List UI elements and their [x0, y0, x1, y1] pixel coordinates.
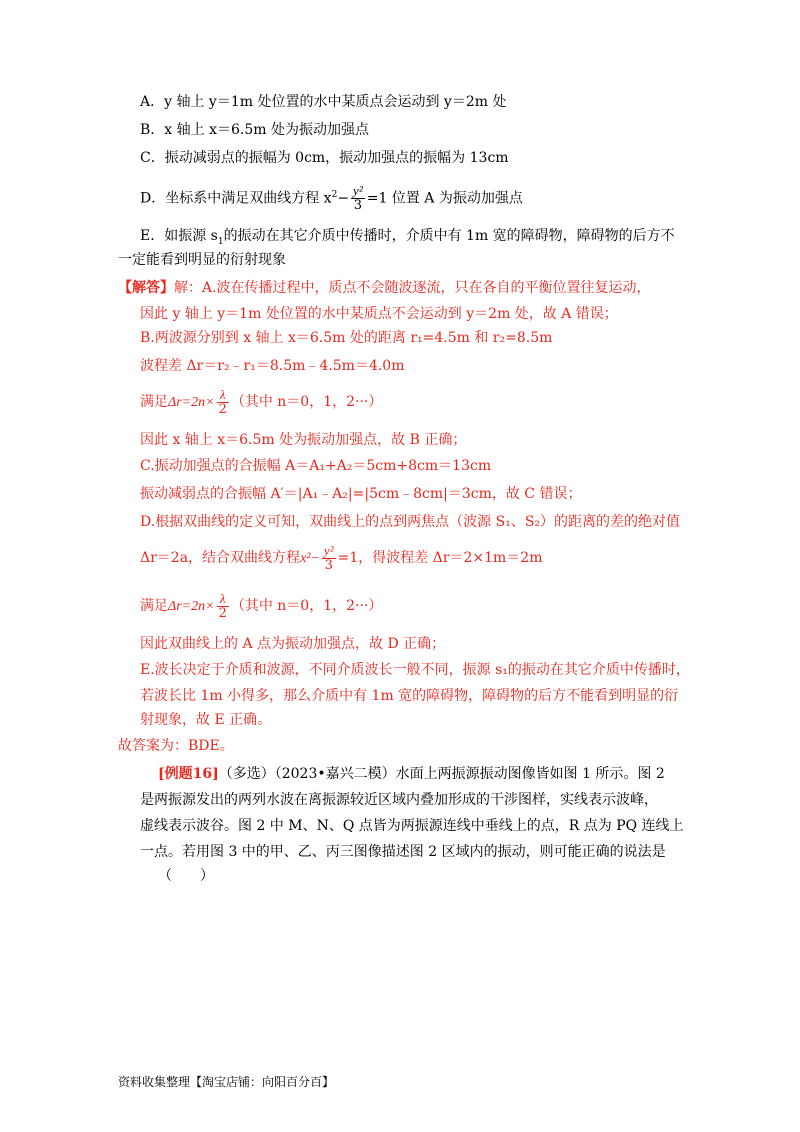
option-d-fraction — [351, 184, 365, 213]
answer-line-1-text: 解：A.波在传播过程中，质点不会随波逐流，只在各自的平衡位置往复运动， — [174, 280, 651, 296]
answer-line-12: 因此双曲线上的 A 点为振动加强点，故 D 正确； — [140, 636, 446, 652]
option-d-suffix: =1 位置 A 为振动加强点 — [366, 190, 523, 207]
answer-line-6: 因此 x 轴上 x＝6.5m 处为振动加强点，故 B 正确； — [140, 432, 467, 448]
answer-line-7: C.振动加强点的合振幅 A＝A₁+A₂＝5cm+8cm＝13cm — [140, 458, 492, 474]
answer-tag: 【解答】 — [118, 280, 174, 296]
option-d-prefix: D．坐标系中满足双曲线方程 x — [140, 190, 332, 207]
answer-line-1 — [118, 278, 651, 298]
answer-line-10-frac-den: 3 — [324, 557, 333, 573]
answer-line-10-fraction — [322, 544, 336, 573]
answer-line-10-math: x²− — [300, 551, 320, 566]
option-e-rest: 的振动在其它介质中传播时，介质中有 1m 宽的障碍物，障碍物的后方不 — [223, 228, 675, 244]
option-e-sub: 1 — [217, 236, 224, 247]
example-line-4: 一点。若用图 3 中的甲、乙、丙三图像描述图 2 区域内的振动，则可能正确的说法是 — [140, 844, 666, 860]
answer-line-10-pre: Δr＝2a，结合双曲线方程 — [140, 550, 301, 566]
example-line-3: 虚线表示波谷。图 2 中 M、N、Q 点皆为两振源连线中垂线上的点，R 点为 PQ 连线上 — [140, 818, 684, 834]
option-d-frac-den: 3 — [353, 198, 363, 214]
answer-line-5-pre: 满足 — [140, 394, 168, 410]
option-a: A．y 轴上 y＝1m 处位置的水中某质点会运动到 y＝2m 处 — [140, 94, 507, 110]
answer-line-10 — [140, 542, 543, 575]
answer-line-11-pre: 满足 — [140, 598, 168, 614]
option-e-line2: 一定能看到明显的衍射现象 — [118, 252, 286, 268]
answer-line-9: D.根据双曲线的定义可知，双曲线上的点到两焦点（波源 S₁、S₂）的距离的差的绝对值 — [140, 514, 681, 530]
example-line-1 — [158, 764, 665, 784]
answer-line-5-math: Δr=2n× — [168, 395, 215, 410]
answer-line-5-frac-den: 2 — [218, 401, 227, 417]
option-d-minus: − — [337, 190, 350, 207]
answer-line-11-fraction — [217, 592, 229, 621]
option-d — [140, 180, 523, 214]
answer-line-15: 射现象，故 E 正确。 — [140, 712, 272, 728]
answer-line-2: 因此 y 轴上 y＝1m 处位置的水中某质点不会运动到 y＝2m 处，故 A 错误； — [140, 306, 618, 322]
answer-line-11-post: （其中 n＝0，1，2···） — [230, 598, 383, 614]
answer-line-3: B.两波源分别到 x 轴上 x＝6.5m 处的距离 r₁=4.5m 和 r₂=8.5m — [140, 330, 553, 346]
example-tag: [例题16] — [158, 766, 219, 782]
answer-line-5-fraction — [217, 388, 229, 417]
answer-line-11-frac-num: λ — [217, 592, 229, 607]
answer-line-5-post: （其中 n＝0，1，2···） — [230, 394, 383, 410]
example-line-1-text: （多选）（2023•嘉兴二模）水面上两振源振动图像皆如图 1 所示。图 2 — [218, 766, 665, 782]
option-c: C．振动减弱点的振幅为 0cm，振动加强点的振幅为 13cm — [140, 150, 509, 166]
answer-line-13: E.波长决定于介质和波源，不同介质波长一般不同，振源 s₁的振动在其它介质中传播时， — [140, 662, 690, 678]
answer-line-10-post: =1，得波程差 Δr＝2×1m＝2m — [337, 550, 543, 566]
answer-line-11 — [140, 590, 382, 623]
answer-line-4: 波程差 Δr＝r₂﹣r₁＝8.5m﹣4.5m＝4.0m — [140, 358, 405, 374]
page-footer: 资料收集整理【淘宝店铺：向阳百分百】 — [118, 1075, 335, 1089]
answer-line-5 — [140, 386, 382, 419]
answer-line-8: 振动减弱点的合振幅 A′＝|A₁﹣A₂|=|5cm﹣8cm|＝3cm，故 C 错误； — [140, 486, 582, 502]
answer-line-5-frac-num: λ — [217, 388, 229, 403]
answer-line-11-math: Δr=2n× — [168, 599, 215, 614]
option-e-line1 — [140, 226, 675, 252]
option-b: B．x 轴上 x＝6.5m 处为振动加强点 — [140, 122, 369, 138]
option-d-frac-num: y² — [353, 183, 363, 199]
answer-line-10-frac-num: y² — [323, 542, 334, 558]
answer-line-16: 故答案为：BDE。 — [118, 738, 234, 754]
answer-line-11-frac-den: 2 — [218, 605, 227, 621]
option-d-sup: 2 — [331, 190, 338, 200]
example-line-2: 是两振源发出的两列水波在离振源较近区域内叠加形成的干涉图样，实线表示波峰， — [140, 792, 658, 808]
example-line-5: （ ） — [158, 868, 214, 884]
option-e-prefix: E．如振源 s — [140, 228, 218, 244]
answer-line-14: 若波长比 1m 小得多，那么介质中有 1m 宽的障碍物，障碍物的后方不能看到明显的衍 — [140, 688, 679, 704]
